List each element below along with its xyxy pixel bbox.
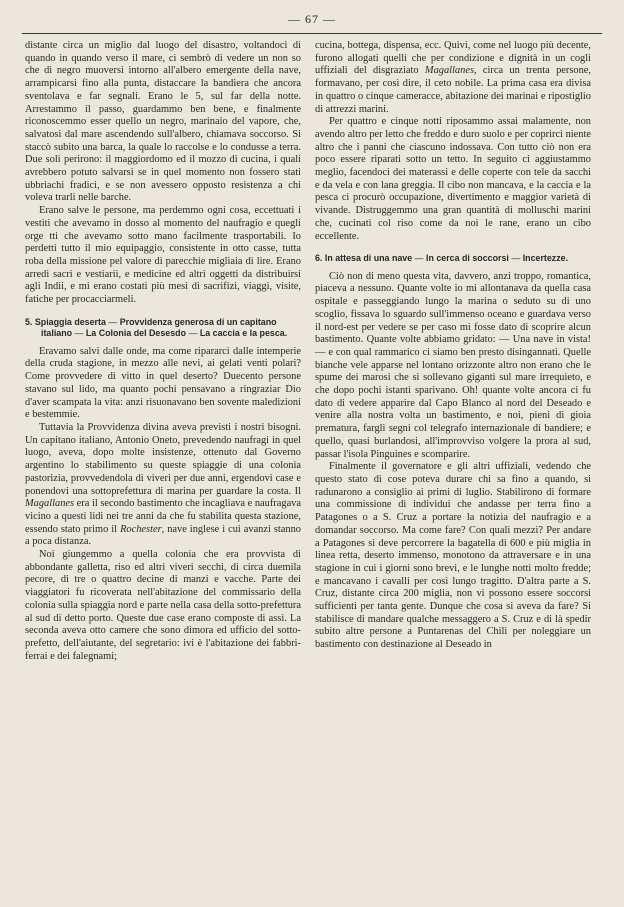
heading-part: Spiaggia deserta [34,316,106,327]
ship-name: Magallanes [25,498,75,510]
paragraph: Eravamo salvi dalle onde, ma come ripararci dalle intemperie della cruda stagione, in mezzo alle nevi, ai gelati venti polari? Come provvedere di vitto in quel deserto? Duecento persone stavano sul lido, ma quanto pochi pensavano a ringraziar Dio d'aver scampata la vita: anzi risuonavano ben sovente maledizioni e bestemmie. [25,345,301,421]
heading-part: Incertezze. [522,253,569,264]
ship-name: Magallanes [424,65,474,77]
heading-dash: — [108,316,118,327]
text-run: era il secondo bastimento che incagliava e naufragava vicino a questi lidi nei tre anni da che fu stabilita questa stazione, essendo stato primo il [25,498,301,535]
text-run: , circa un trenta persone, formavano, per così dire, il ceto nobile. La prima casa era divisa in quattro o cinque cameracce, abitazione dei marinai e ripostiglio di attrezzi marini. [315,65,591,115]
paragraph: distante circa un miglio dal luogo del disastro, voltandoci di quando in quando verso il mare, ci sembrò di vedere un non so che di negro muoversi intorno all'albero emergente della nave, arrampicarsi fino alla punta, distaccare la bandiera che ancora sventolava e far segnali. Erano le 5, sul far della notte. Arrestammo il passo, guardammo ben bene, e finalmente riconoscemmo esser quello un negro, marinaio del vapore, che, salvatosi dal mare ascendendo sull'albero, chiamava soccorso. Si staccò subito una barca, la quale lo raccolse e lo condusse a terra. Due soli perirono: il maggiordomo ed il mozzo di cucina, i quali avrebbero potuto salvarsi se in quel momento non fossero stati ubbriachi fradici, e se non avessero opposto resistenza a chi voleva trarli nelle barche. [25,40,301,204]
section-heading-6 [315,253,591,265]
paragraph [315,40,591,116]
heading-part: In cerca di soccorsi [426,253,509,264]
heading-part: In attesa di una nave [324,253,413,264]
page-number: — 67 — [288,12,336,26]
left-column [25,40,301,663]
paragraph: Erano salve le persone, ma perdemmo ogni cosa, eccettuati i vestiti che avevamo in dosso al momento del naufragio e quegli orge tti che avevamo sotto mano facilmente trasportabili. Io perdetti tutto il mio equipaggio, consistente in otto casse, tutta roba della missione pel valore di parecchie migliaia di lire. Erano arredi sacri e vestiarii, e medicine ed altri oggetti da distribuirsi agli Indii, e mi erano costati più mesi di sacrifizi, viaggi, visite, fatiche per procacciarmeli. [25,205,301,306]
heading-part: La Colonia del Desesdo [85,328,187,339]
heading-part: Provvidenza generosa di un capitano italiano [41,316,277,339]
section-number: 6. [315,253,323,264]
heading-dash: — [188,328,198,339]
heading-dash: — [74,328,84,339]
section-number: 5. [25,316,33,327]
heading-part: La caccia e la pesca. [199,328,288,339]
paragraph: Ciò non di meno questa vita, davvero, anzi troppo, romantica, piaceva a nessuno. Quante volte io mi allontanava da quella casa ospitale e passeggiando lungo la marina o seduto su di uno scoglio, fissava lo sguardo sull'immenso oceano e guardava verso il nord-est per vedere se per caso mi fosse dato di scoprire alcun bastimento. Quante volte abbiamo gridato: — Una nave in vista! — e con qual rammarico ci siamo ben presto disingannati. Quelle bianche vele apparse nel lontano orizzonte altro non erano che le spume dei marosi che si sollevano giganti sul mare irrequieto, e che dopo pochi istanti sparivano. Oh! quante volte ancora ci fu dato di vedere apparire dal Capo Blanco al nord del Deseado e venire alla nostra volta un bastimento, e noi, pieni di gioia prematura, fargli segni col telegrafo internazionale di bandiere; e quello, quasi burlandosi, all'improvviso volgere la prora al sud, passar l'isola Pinguines e scomparire. [315,270,591,460]
ship-name: Rochester [120,523,162,535]
paragraph: Noi giungemmo a quella colonia che era provvista di abbondante galletta, riso ed altri viveri secchi, di circa duemila pecore, di tre o quattro decine di manzi e vacche. Parte dei viaggiatori fu ricoverata nell'abitazione del commissario della colonia sulla spiaggia nord e parte nella casa della sotto-prefettura al sud di detto porto. Queste due case erano composte di assi. La seconda aveva otto camere che sono dimora ed ufficio del sotto-prefetto, dell'aiutante, del segretario: ivi è l'abitazione dei fabbri-ferrai e dei falegnami; [25,549,301,662]
heading-dash: — [414,253,424,264]
text-run: Tuttavia la Provvidenza divina aveva previsti i nostri bisogni. Un capitano italiano, Antonio Oneto, prevedendo naufragi in quel luogo, aveva, dopo molte insistenze, ottenuto dal Governo argentino lo stabilimento su queste spiaggie di una colonia pastorizia, provvedendola di viveri per due anni, ergendovi case e ponendovi una sottoprefettura di marina per guardare la costa. Il [25,421,301,497]
right-column [315,40,591,652]
paragraph: Per quattro e cinque notti riposammo assai malamente, non avendo altro per letto che freddo e duro suolo e per coprirci niente altro che i panni che ciascuno indossava. Con tutto ciò non era poco essere riparati sotto un tetto. In seguito ci aggiustammo meglio, facendoci dei materassi e delle coperte con tele da sacchi e da vela e con lana greggia. Il cibo non mancava, e la caccia e la pesca ci procurò occupazione, divertimento e maggior varietà di vivande. Distruggemmo una gran quantità di molluschi marini che, cucinati col riso come da noi le rane, erano un cibo eccellente. [315,116,591,242]
heading-dash: — [511,253,521,264]
header-rule [22,33,602,34]
text-run: , nave inglese i cui avanzi stanno a poca distanza. [25,523,301,548]
section-heading-5 [25,317,301,340]
paragraph: Finalmente il governatore e gli altri uffiziali, vedendo che questo stato di cose poteva durare chi sa fino a quando, si radunarono a consiglio ai primi di luglio. Stabilirono di formare una commissione di individui che andasse per terra fino a Patagones o a S. Cruz a portare la notizia del naufragio e a domandar soccorso. Ma come fare? Con quali mezzi? Per andare a Patagones si deve percorrere la bagatella di 600 e più miglia in linea retta, deserto immenso, monotono da attraversare e in una stagione in cui i giorni sono brevi, e le lunghe notti molto fredde; e mancavano i cavalli per così lungo tragitto. D'altra parte a S. Cruz, distante circa 200 miglia, non vi possono essere soccorsi sufficienti per tanta gente. Dunque che cosa si aveva da fare? Si stabilisce di mandare qualche messaggero a S. Cruz e di là spedir subito altre persone a Puntarenas del Chilì per noleggiare un bastimento con destinazione al Deseado in [315,461,591,651]
paragraph [25,422,301,549]
text-run: cucina, bottega, dispensa, ecc. Quivi, come nel luogo più decente, furono allogati quelli che per condizione e dignità in un cogli uffiziali del disgraziato [315,40,591,77]
